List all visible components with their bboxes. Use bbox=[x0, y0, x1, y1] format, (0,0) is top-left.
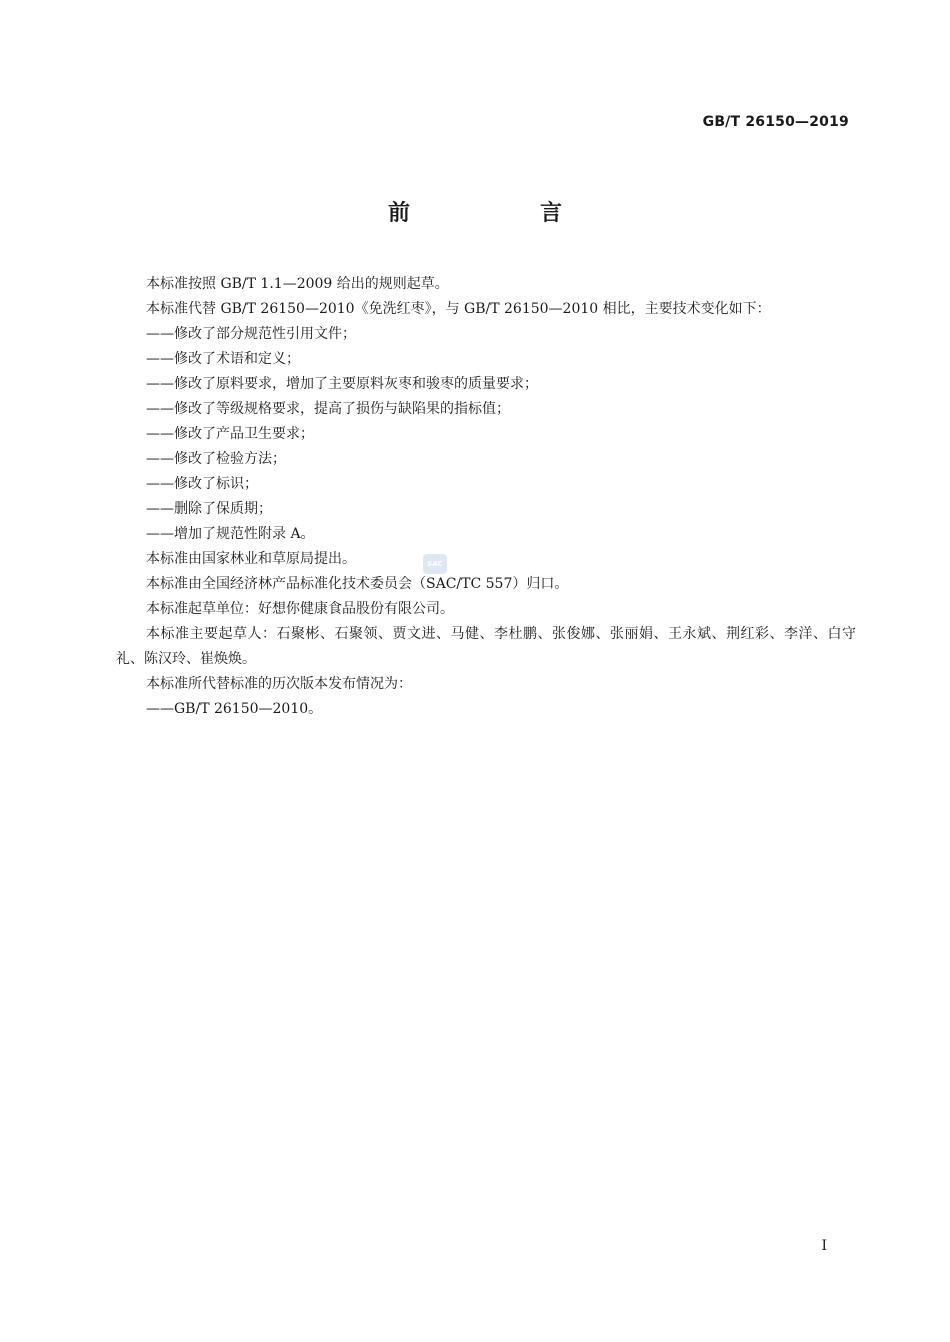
paragraph-previous-versions: 本标准所代替标准的历次版本发布情况为： bbox=[146, 676, 412, 692]
previous-version-item: ——GB/T 26150—2010。 bbox=[146, 701, 323, 717]
change-item: ——修改了术语和定义； bbox=[146, 351, 300, 367]
sac-watermark-logo: SAC bbox=[423, 554, 447, 574]
paragraph-drafting-rules: 本标准按照 GB/T 1.1—2009 给出的规则起草。 bbox=[146, 276, 449, 292]
page-number: I bbox=[821, 1238, 827, 1254]
change-item: ——删除了保质期； bbox=[146, 501, 272, 517]
paragraph-drafting-unit: 本标准起草单位：好想你健康食品股份有限公司。 bbox=[146, 601, 454, 617]
paragraph-under-jurisdiction: 本标准由全国经济林产品标准化技术委员会（SAC/TC 557）归口。 bbox=[146, 576, 569, 592]
change-item: ——修改了检验方法； bbox=[146, 451, 286, 467]
page-title: 前 言 bbox=[387, 201, 616, 226]
change-item: ——修改了产品卫生要求； bbox=[146, 426, 314, 442]
paragraph-proposed-by: 本标准由国家林业和草原局提出。 bbox=[146, 551, 356, 567]
body-content bbox=[116, 272, 856, 722]
paragraph-drafters: 本标准主要起草人：石聚彬、石聚领、贾文进、马健、李杜鹏、张俊娜、张丽娟、王永斌、荆红彩、李洋、白守礼、陈汉玲、崔焕焕。 bbox=[116, 626, 856, 667]
change-item: ——修改了标识； bbox=[146, 476, 258, 492]
change-item: ——修改了原料要求，增加了主要原料灰枣和骏枣的质量要求； bbox=[146, 376, 538, 392]
standard-code: GB/T 26150—2019 bbox=[702, 114, 849, 130]
change-item: ——修改了等级规格要求，提高了损伤与缺陷果的指标值； bbox=[146, 401, 510, 417]
paragraph-replaces: 本标准代替 GB/T 26150—2010《免洗红枣》，与 GB/T 26150—2010 相比，主要技术变化如下： bbox=[146, 301, 771, 317]
change-item: ——增加了规范性附录 A。 bbox=[146, 526, 315, 542]
change-item: ——修改了部分规范性引用文件； bbox=[146, 326, 356, 342]
